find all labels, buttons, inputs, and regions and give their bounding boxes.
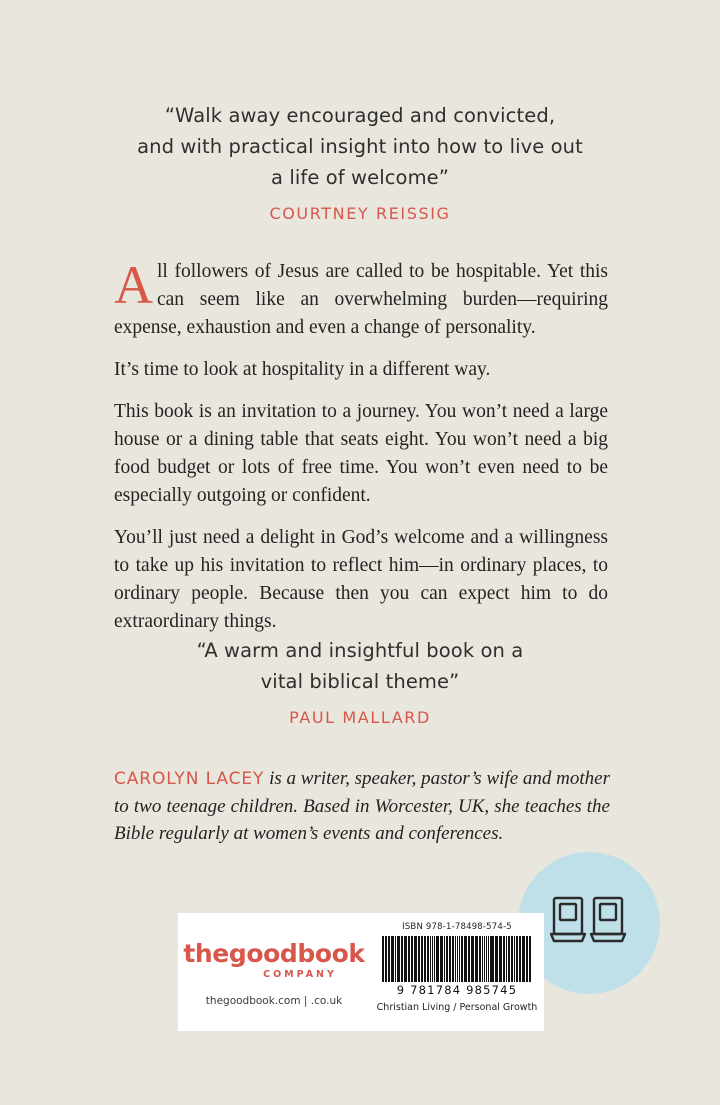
endorsement-top-quote-line-2: and with practical insight into how to live out xyxy=(137,135,583,158)
isbn-label: ISBN 978-1-78498-574-5 xyxy=(402,922,512,932)
endorsement-middle-attribution: PAUL MALLARD xyxy=(289,708,431,727)
drop-cap: A xyxy=(114,255,153,315)
endorsement-middle-quote xyxy=(90,635,630,697)
author-bio xyxy=(114,765,610,847)
publisher-logo-company: COMPANY xyxy=(263,969,337,980)
publisher-logo-text xyxy=(183,941,364,967)
barcode-digits: 9 781784 985745 xyxy=(396,983,518,997)
body-paragraph-3: This book is an invitation to a journey. You won’t need a large house or a dining table that seats eight. You won’t need a big food budget or lots of free time. You won’t even need to be especially outgoing or confident. xyxy=(114,401,608,506)
endorsement-top-quote xyxy=(90,100,630,193)
endorsement-top-attribution: COURTNEY REISSIG xyxy=(269,204,451,223)
body-paragraph-1 xyxy=(114,255,608,342)
author-name: CAROLYN LACEY xyxy=(114,769,265,789)
author-bio-text: is a writer, speaker, pastor’s wife and mother to two teenage children. Based in Worcester, UK, she teaches the Bible regularly at women’s events and conferences. xyxy=(114,768,610,844)
body-copy xyxy=(114,255,608,636)
body-paragraph-4: You’ll just need a delight in God’s welcome and a willingness to take up his invitation to reflect him—in ordinary places, to ordinary people. Because then you can expect him to do extraordinary things. xyxy=(114,527,608,632)
publisher-logo xyxy=(178,913,370,1031)
publisher-logo-the: the xyxy=(183,939,229,968)
publisher-barcode-block xyxy=(178,913,544,1031)
endorsement-top-quote-line-3: a life of welcome” xyxy=(271,166,449,189)
barcode-area xyxy=(370,913,544,1031)
category-label: Christian Living / Personal Growth xyxy=(376,1002,538,1013)
publisher-logo-goodbook: goodbook xyxy=(228,939,365,968)
body-paragraph-1-text: ll followers of Jesus are called to be hospitable. Yet this can seem like an overwhelming burden—requiring expense, exhaustion and even a change of personality. xyxy=(114,261,608,338)
endorsement-top-quote-line-1: “Walk away encouraged and convicted, xyxy=(164,104,556,127)
endorsement-top xyxy=(90,100,630,223)
endorsement-middle xyxy=(90,635,630,727)
publisher-website: thegoodbook.com | .co.uk xyxy=(205,995,343,1007)
body-paragraph-2: It’s time to look at hospitality in a different way. xyxy=(114,359,491,380)
endorsement-middle-quote-line-2: vital biblical theme” xyxy=(260,670,460,693)
endorsement-middle-quote-line-1: “A warm and insightful book on a xyxy=(196,639,524,662)
barcode-bars xyxy=(382,936,532,982)
